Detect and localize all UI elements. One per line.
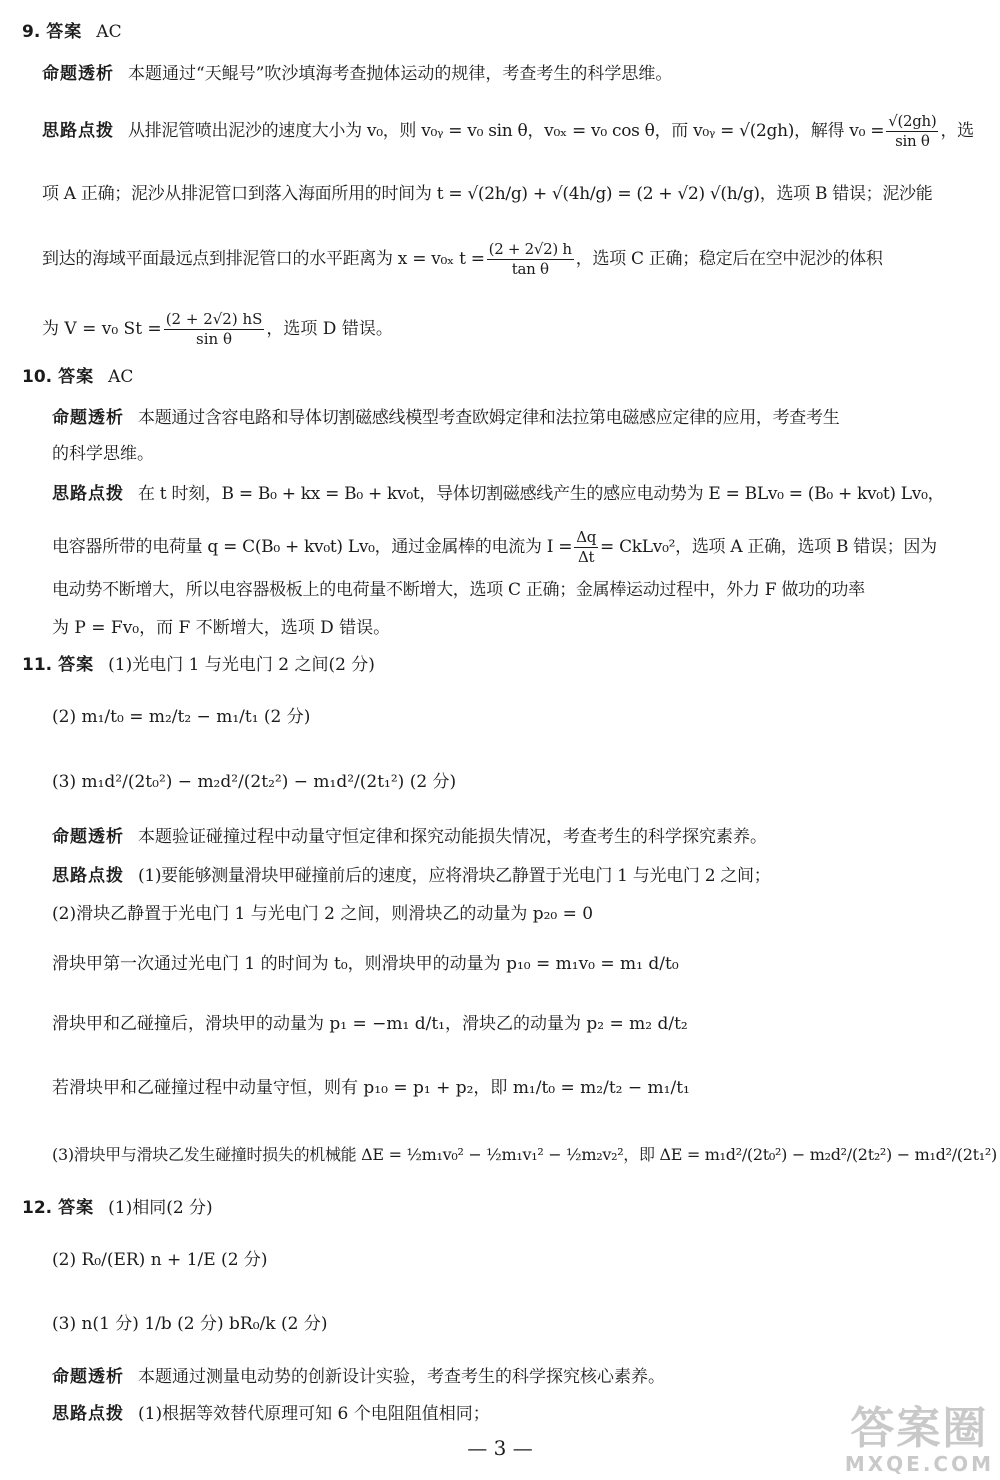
hint-text: 为 V = v₀ St =	[42, 319, 162, 339]
answer-text: (3) n(1 分) 1/b (2 分) bR₀/k (2 分)	[52, 1314, 328, 1334]
q9-hint-line-2	[42, 182, 932, 206]
q9-intent	[42, 62, 672, 86]
hint-text: (2)滑块乙静置于光电门 1 与光电门 2 之间，则滑块乙的动量为 p₂₀ = 0	[52, 904, 594, 924]
q12-answer-2	[52, 1248, 268, 1272]
hint-text: 滑块甲和乙碰撞后，滑块甲的动量为 p₁ = −m₁ d/t₁，滑块乙的动量为 p₂ = m₂ d/t₂	[52, 1014, 688, 1034]
q10-hint-line-2	[52, 528, 937, 567]
intent-label: 命题透析	[52, 408, 124, 428]
q10-answer: AC	[108, 367, 134, 387]
hint-text: 在 t 时刻，B = B₀ + kx = B₀ + kv₀t，导体切割磁感线产生的感应电动势为 E = BLv₀ = (B₀ + kv₀t) Lv₀，	[138, 484, 945, 504]
watermark-logo	[844, 1403, 994, 1476]
intent-text: 的科学思维。	[52, 444, 154, 464]
hint-text: 电动势不断增大，所以电容器极板上的电荷量不断增大，选项 C 正确；金属棒运动过程中，外力 F 做功的功率	[52, 580, 865, 600]
q10-hint-line-4	[52, 616, 390, 640]
q10-hint-line-1	[52, 482, 944, 506]
answer-text: (1)光电门 1 与光电门 2 之间(2 分)	[108, 655, 375, 675]
q9-hint-line-4	[42, 310, 393, 349]
q11-answer-3	[52, 770, 456, 794]
fraction-numerator: (2 + 2√2) h	[488, 240, 572, 258]
q11-hint-2	[52, 902, 593, 926]
hint-text: 为 P = Fv₀，而 F 不断增大，选项 D 错误。	[52, 618, 391, 638]
q12-answer-line	[22, 1196, 213, 1220]
hint-text: = CkLv₀²，选项 A 正确，选项 B 错误；因为	[600, 537, 937, 557]
fraction-denominator: tan θ	[511, 260, 549, 278]
fraction	[886, 112, 938, 151]
intent-text: 本题通过测量电动势的创新设计实验，考查考生的科学探究核心素养。	[138, 1367, 665, 1387]
q11-hint-4	[52, 1012, 688, 1036]
answer-text: (2) R₀/(ER) n + 1/E (2 分)	[52, 1250, 268, 1270]
hint-text: ，选	[940, 121, 974, 141]
hint-label: 思路点拨	[52, 484, 124, 504]
hint-label: 思路点拨	[52, 1404, 124, 1424]
q11-hint-5	[52, 1076, 690, 1100]
q11-hint-3	[52, 952, 679, 976]
q12-hint-1	[52, 1402, 490, 1426]
answer-text: (1)相同(2 分)	[108, 1198, 213, 1218]
hint-text: 项 A 正确；泥沙从排泥管口到落入海面所用的时间为 t = √(2h/g) + √(4h/g) = (2 + √2) √(h/g)，选项 B 错误；泥沙能	[42, 184, 933, 204]
fraction	[164, 310, 265, 349]
fraction-numerator: Δq	[576, 528, 597, 546]
intent-label: 命题透析	[52, 1367, 124, 1387]
fraction-denominator: sin θ	[196, 330, 233, 348]
hint-text: 到达的海域平面最远点到排泥管口的水平距离为 x = v₀ₓ t =	[42, 249, 485, 269]
q12-intent	[52, 1365, 665, 1389]
intent-text: 本题通过“天鲲号”吹沙填海考查抛体运动的规律，考查考生的科学思维。	[128, 64, 673, 84]
q9-number: 9.	[22, 22, 41, 42]
hint-text: 电容器所带的电荷量 q = C(B₀ + kv₀t) Lv₀，通过金属棒的电流为 I =	[52, 537, 573, 557]
page-number: — 3 —	[467, 1436, 533, 1460]
fraction-numerator: (2 + 2√2) hS	[165, 310, 263, 328]
q9-hint-line-3	[42, 240, 883, 279]
intent-label: 命题透析	[42, 64, 114, 84]
watermark-text: 答案圈	[850, 1403, 989, 1454]
answer-label: 答案	[46, 22, 83, 42]
hint-text: ，选项 C 正确；稳定后在空中泥沙的体积	[575, 249, 883, 269]
fraction-denominator: sin θ	[895, 132, 930, 150]
q12-answer-3	[52, 1312, 327, 1336]
q10-intent-cont	[52, 442, 154, 466]
hint-text: 从排泥管喷出泥沙的速度大小为 v₀，则 v₀ᵧ = v₀ sin θ，v₀ₓ = v₀ cos θ，而 v₀ᵧ = √(2gh)，解得 v₀ =	[128, 121, 885, 141]
q11-answer-2	[52, 705, 310, 729]
q10-number: 10.	[22, 367, 53, 387]
watermark-url: MXQE.COM	[844, 1452, 994, 1476]
hint-text: 滑块甲第一次通过光电门 1 的时间为 t₀，则滑块甲的动量为 p₁₀ = m₁v₀ = m₁ d/t₀	[52, 954, 679, 974]
fraction	[487, 240, 574, 279]
answer-text: (2) m₁/t₀ = m₂/t₂ − m₁/t₁ (2 分)	[52, 707, 311, 727]
intent-text: 本题验证碰撞过程中动量守恒定律和探究动能损失情况，考查考生的科学探究素养。	[138, 827, 767, 847]
answer-label: 答案	[58, 367, 95, 387]
fraction	[574, 528, 598, 567]
answer-text: (3) m₁d²/(2t₀²) − m₂d²/(2t₂²) − m₁d²/(2t₁²) (2 分)	[52, 772, 457, 792]
q12-number: 12.	[22, 1198, 53, 1218]
hint-text: 若滑块甲和乙碰撞过程中动量守恒，则有 p₁₀ = p₁ + p₂，即 m₁/t₀ = m₂/t₂ − m₁/t₁	[52, 1078, 690, 1098]
hint-text: (3)滑块甲与滑块乙发生碰撞时损失的机械能 ΔE = ½m₁v₀² − ½m₁v₁² − ½m₂v₂²，即 ΔE = m₁d²/(2t₀²) − m₂d²/(2t₂²) − m₁d²/(2t₁²)	[52, 1145, 997, 1164]
q9-answer: AC	[96, 22, 122, 42]
q11-hint-6	[52, 1143, 997, 1167]
q10-hint-line-3	[52, 578, 865, 602]
q11-intent	[52, 825, 767, 849]
hint-text: ，选项 D 错误。	[266, 319, 393, 339]
intent-text: 本题通过含容电路和导体切割磁感线模型考查欧姆定律和法拉第电磁感应定律的应用，考查考生	[138, 408, 840, 428]
hint-label: 思路点拨	[42, 121, 114, 141]
q11-number: 11.	[22, 655, 53, 675]
q9-hint-line-1	[42, 112, 974, 151]
hint-text: (1)根据等效替代原理可知 6 个电阻阻值相同；	[138, 1404, 490, 1424]
q9-answer-line	[22, 20, 122, 44]
hint-text: (1)要能够测量滑块甲碰撞前后的速度，应将滑块乙静置于光电门 1 与光电门 2 之间；	[138, 866, 771, 886]
hint-label: 思路点拨	[52, 866, 124, 886]
q11-hint-1	[52, 864, 770, 888]
q10-intent	[52, 406, 839, 430]
answer-label: 答案	[58, 1198, 95, 1218]
fraction-denominator: Δt	[577, 548, 595, 566]
q10-answer-line	[22, 365, 133, 389]
fraction-numerator: √(2gh)	[888, 112, 937, 130]
intent-label: 命题透析	[52, 827, 124, 847]
answer-label: 答案	[58, 655, 95, 675]
q11-answer-line	[22, 653, 375, 677]
